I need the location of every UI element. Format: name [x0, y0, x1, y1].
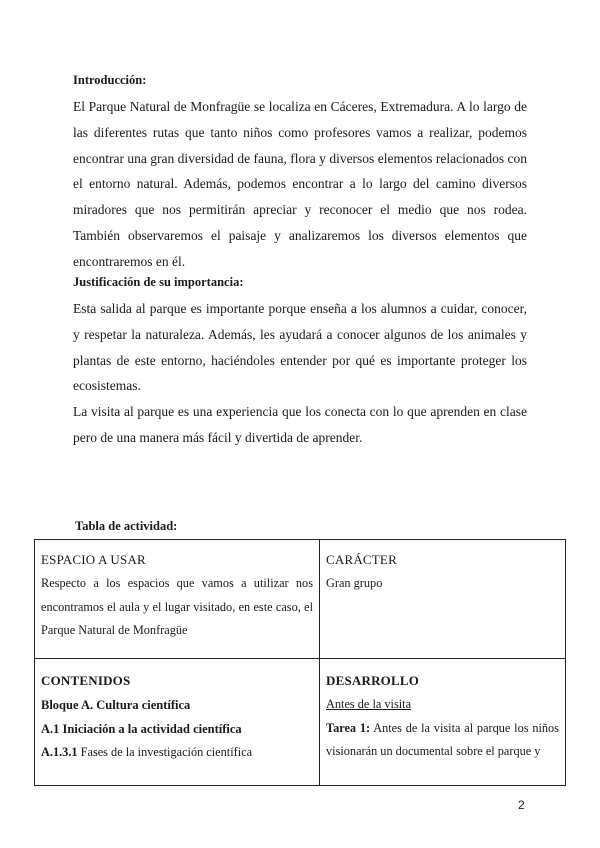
activity-table [34, 539, 566, 786]
contenidos-item [41, 741, 313, 765]
contenidos-block: Bloque A. Cultura científica [41, 698, 191, 712]
contenidos-item-code: A.1.3.1 [41, 745, 78, 759]
page-number: 2 [518, 798, 525, 812]
justification-paragraph-1: Esta salida al parque es importante porque enseña a los alumnos a cuidar, conocer, y respetar la naturaleza. Además, les ayudará a conocer algunos de los animales y plantas de este entorno, haciéndoles entender por qué es importante proteger los ecosistemas. [73, 301, 527, 394]
justification-section [73, 274, 527, 451]
justification-paragraph-2: La visita al parque es una experiencia que los conecta con lo que aprenden en clase pero de una manera más fácil y divertida de aprender. [73, 404, 527, 445]
introduction-section [73, 72, 527, 275]
activity-table-title: Tabla de actividad: [75, 519, 178, 533]
contenidos-subsection: A.1 Iniciación a la actividad científica [41, 722, 242, 736]
introduction-heading: Introducción: [73, 73, 147, 87]
desarrollo-task-label: Tarea 1: [326, 720, 371, 735]
desarrollo-task [326, 717, 559, 764]
desarrollo-phase: Antes de la visita [326, 697, 412, 711]
table-row [35, 540, 566, 659]
espacio-text: Respecto a los espacios que vamos a utilizar nos encontramos el aula y el lugar visitado, en este caso, el Parque Natural de Monfragüe [41, 576, 313, 637]
caracter-header: CARÁCTER [326, 552, 397, 567]
introduction-text: El Parque Natural de Monfragüe se localiza en Cáceres, Extremadura. A lo largo de las diferentes rutas que tanto niños como profesores vamos a realizar, podemos encontrar una gran diversidad de fauna, flora y diversos elementos relacionados con el entorno natural. Además, podemos encontrar a lo largo del camino diversos miradores que nos permitirán apreciar y reconocer el medio que nos rodea. También observaremos el paisaje y analizaremos los diversos elementos que encontraremos en él. [73, 99, 527, 269]
table-row [35, 659, 566, 786]
contenidos-item-text: Fases de la investigación científica [80, 745, 253, 759]
espacio-cell [35, 540, 320, 659]
desarrollo-task-text: Antes de la visita al parque los niños visionarán un documental sobre el parque y [326, 720, 559, 758]
contenidos-cell [35, 659, 320, 786]
caracter-text: Gran grupo [326, 576, 383, 590]
desarrollo-cell [320, 659, 566, 786]
justification-heading: Justificación de su importancia: [73, 275, 244, 289]
desarrollo-header: DESARROLLO [326, 673, 420, 688]
caracter-cell [320, 540, 566, 659]
contenidos-header: CONTENIDOS [41, 673, 131, 688]
espacio-header: ESPACIO A USAR [41, 552, 146, 567]
